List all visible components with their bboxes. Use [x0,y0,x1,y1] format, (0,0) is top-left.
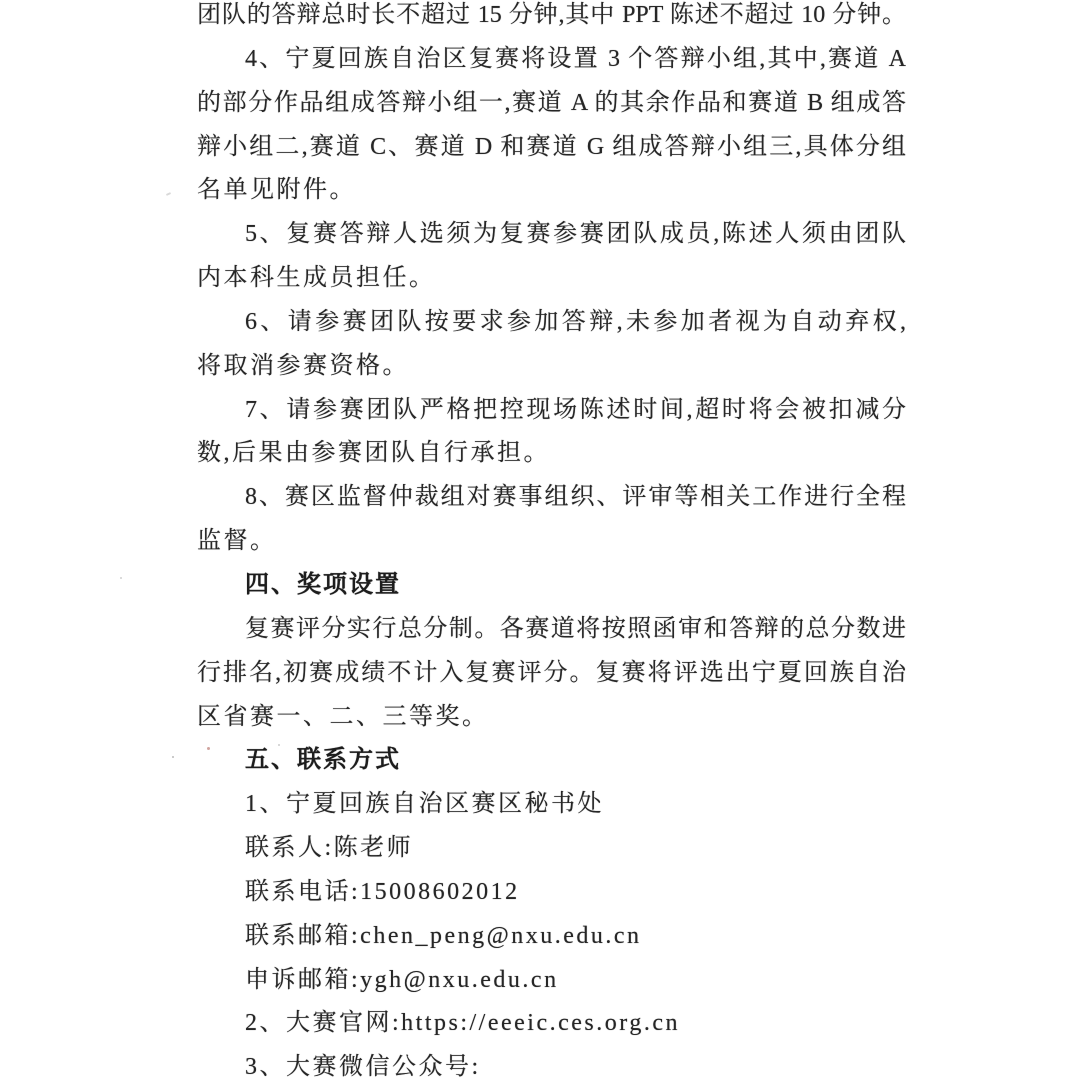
item-7-line: 数,后果由参赛团队自行承担。 [197,440,550,467]
scan-speck [172,756,174,758]
item-8-line: 8、赛区监督仲裁组对赛事组织、评审等相关工作进行全程 [245,484,906,511]
item-4-line: 辩小组二,赛道 C、赛道 D 和赛道 G 组成答辩小组三,具体分组 [197,133,906,160]
scan-speck [278,744,280,746]
awards-paragraph-line: 区省赛一、二、三等奖。 [197,703,489,730]
awards-paragraph-line: 复赛评分实行总分制。各赛道将按照函审和答辩的总分数进 [245,615,906,642]
item-5-line: 5、复赛答辩人选须为复赛参赛团队成员,陈述人须由团队 [245,221,906,248]
item-6-line: 6、请参赛团队按要求参加答辩,未参加者视为自动弃权, [245,308,906,335]
appeal-email-line: 申诉邮箱:ygh@nxu.edu.cn [245,966,559,993]
contact-email-line: 联系邮箱:chen_peng@nxu.edu.cn [245,922,642,949]
item-5-line: 内本科生成员担任。 [197,265,436,292]
scan-speck [207,747,210,750]
contact-person-line: 联系人:陈老师 [245,835,414,862]
wechat-account-line: 3、大赛微信公众号: [245,1054,481,1081]
document-text-block [197,0,906,1090]
defense-duration-line: 团队的答辩总时长不超过 15 分钟,其中 PPT 陈述不超过 10 分钟。 [197,2,906,28]
secretariat-line: 1、宁夏回族自治区赛区秘书处 [245,791,604,818]
contact-phone-line: 联系电话:15008602012 [245,878,520,905]
item-4-line: 的部分作品组成答辩小组一,赛道 A 的其余作品和赛道 B 组成答 [197,89,906,116]
awards-paragraph-line: 行排名,初赛成绩不计入复赛评分。复赛将评选出宁夏回族自治 [197,659,906,686]
item-4-line: 名单见附件。 [197,177,356,204]
section-heading-contact: 五、联系方式 [245,747,401,774]
section-heading-awards: 四、奖项设置 [245,571,401,598]
item-8-line: 监督。 [197,528,277,555]
scan-speck [166,192,171,196]
item-4-line: 4、宁夏回族自治区复赛将设置 3 个答辩小组,其中,赛道 A [245,45,906,72]
item-6-line: 将取消参赛资格。 [197,352,409,379]
scan-speck [120,577,122,579]
official-website-line: 2、大赛官网:https://eeeic.ces.org.cn [245,1010,680,1037]
item-7-line: 7、请参赛团队严格把控现场陈述时间,超时将会被扣减分 [245,396,906,423]
